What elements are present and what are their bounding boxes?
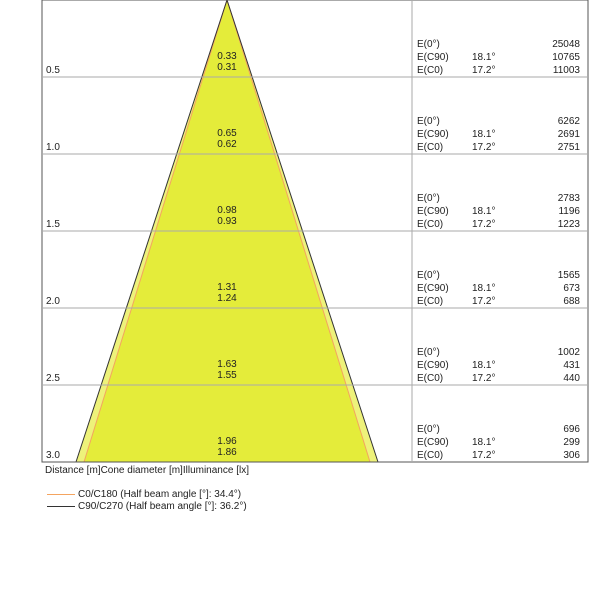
- legend-c0: [47, 489, 241, 501]
- column-headings: [45, 465, 249, 476]
- e0-label: E(0°): [417, 424, 440, 435]
- distance-label: 2.5: [46, 373, 60, 384]
- ec0-label: E(C0): [417, 296, 444, 307]
- angle-c0: 17.2°: [472, 65, 496, 76]
- distance-label: 2.0: [46, 296, 60, 307]
- angle-c0: 17.2°: [472, 296, 496, 307]
- angle-c0: 17.2°: [472, 373, 496, 384]
- e0-value: 1565: [557, 270, 580, 281]
- ec0-label: E(C0): [417, 65, 444, 76]
- angle-c0: 17.2°: [472, 219, 496, 230]
- angle-c90: 18.1°: [472, 437, 496, 448]
- distance-heading: Distance [m]: [45, 465, 101, 476]
- angle-c90: 18.1°: [472, 52, 496, 63]
- c90-swatch: [47, 506, 75, 507]
- cone-diameter-c90: 1.63: [217, 359, 237, 370]
- angle-c0: 17.2°: [472, 450, 496, 461]
- ec90-value: 299: [563, 437, 580, 448]
- ec90-value: 2691: [557, 129, 580, 140]
- ec90-label: E(C90): [417, 129, 449, 140]
- e0-value: 696: [563, 424, 580, 435]
- cone-diameter-c90: 0.98: [217, 205, 237, 216]
- ec0-label: E(C0): [417, 373, 444, 384]
- e0-label: E(0°): [417, 193, 440, 204]
- ec0-label: E(C0): [417, 219, 444, 230]
- e0-value: 1002: [557, 347, 580, 358]
- legend-c90: [47, 501, 247, 513]
- cone-diameter-c90: 1.96: [217, 436, 237, 447]
- e0-label: E(0°): [417, 116, 440, 127]
- illuminance-heading: Illuminance [lx]: [182, 465, 249, 476]
- legend-c90-label: C90/C270 (Half beam angle [°]: 36.2°): [78, 501, 247, 512]
- cone-diameter-c0: 1.86: [217, 447, 237, 458]
- ec90-value: 431: [563, 360, 580, 371]
- ec0-value: 306: [563, 450, 580, 461]
- cone-diameter-c0: 1.55: [217, 370, 237, 381]
- e0-value: 25048: [552, 39, 580, 50]
- ec90-label: E(C90): [417, 437, 449, 448]
- distance-label: 0.5: [46, 65, 60, 76]
- distance-row: [46, 39, 580, 76]
- cone-diameter-c0: 0.93: [217, 216, 237, 227]
- ec90-value: 673: [563, 283, 580, 294]
- cone-diameter-c90: 0.33: [217, 51, 237, 62]
- ec0-value: 2751: [557, 142, 580, 153]
- angle-c90: 18.1°: [472, 360, 496, 371]
- ec0-value: 440: [563, 373, 580, 384]
- ec90-label: E(C90): [417, 52, 449, 63]
- c0-swatch: [47, 494, 75, 495]
- e0-label: E(0°): [417, 347, 440, 358]
- distance-label: 3.0: [46, 450, 60, 461]
- distance-label: 1.5: [46, 219, 60, 230]
- e0-label: E(0°): [417, 270, 440, 281]
- ec90-value: 10765: [552, 52, 580, 63]
- distance-row: [46, 193, 580, 230]
- ec90-label: E(C90): [417, 360, 449, 371]
- e0-value: 6262: [557, 116, 580, 127]
- ec0-value: 688: [563, 296, 580, 307]
- ec90-value: 1196: [558, 206, 580, 217]
- ec90-label: E(C90): [417, 206, 449, 217]
- angle-c90: 18.1°: [472, 206, 496, 217]
- ec0-value: 11003: [552, 65, 580, 76]
- ec0-value: 1223: [557, 219, 580, 230]
- distance-label: 1.0: [46, 142, 60, 153]
- distance-row: [46, 116, 580, 153]
- e0-label: E(0°): [417, 39, 440, 50]
- ec90-label: E(C90): [417, 283, 449, 294]
- ec0-label: E(C0): [417, 142, 444, 153]
- ec0-label: E(C0): [417, 450, 444, 461]
- cone-diameter-heading: Cone diameter [m]: [100, 465, 183, 476]
- cone-diameter-c0: 0.31: [217, 62, 237, 73]
- angle-c90: 18.1°: [472, 283, 496, 294]
- cone-diameter-c0: 0.62: [217, 139, 237, 150]
- angle-c90: 18.1°: [472, 129, 496, 140]
- cone-diameter-c0: 1.24: [217, 293, 237, 304]
- legend-c0-label: C0/C180 (Half beam angle [°]: 34.4°): [78, 489, 242, 500]
- cone-diameter-c90: 1.31: [217, 282, 237, 293]
- cone-diameter-c90: 0.65: [217, 128, 237, 139]
- e0-value: 2783: [557, 193, 580, 204]
- angle-c0: 17.2°: [472, 142, 496, 153]
